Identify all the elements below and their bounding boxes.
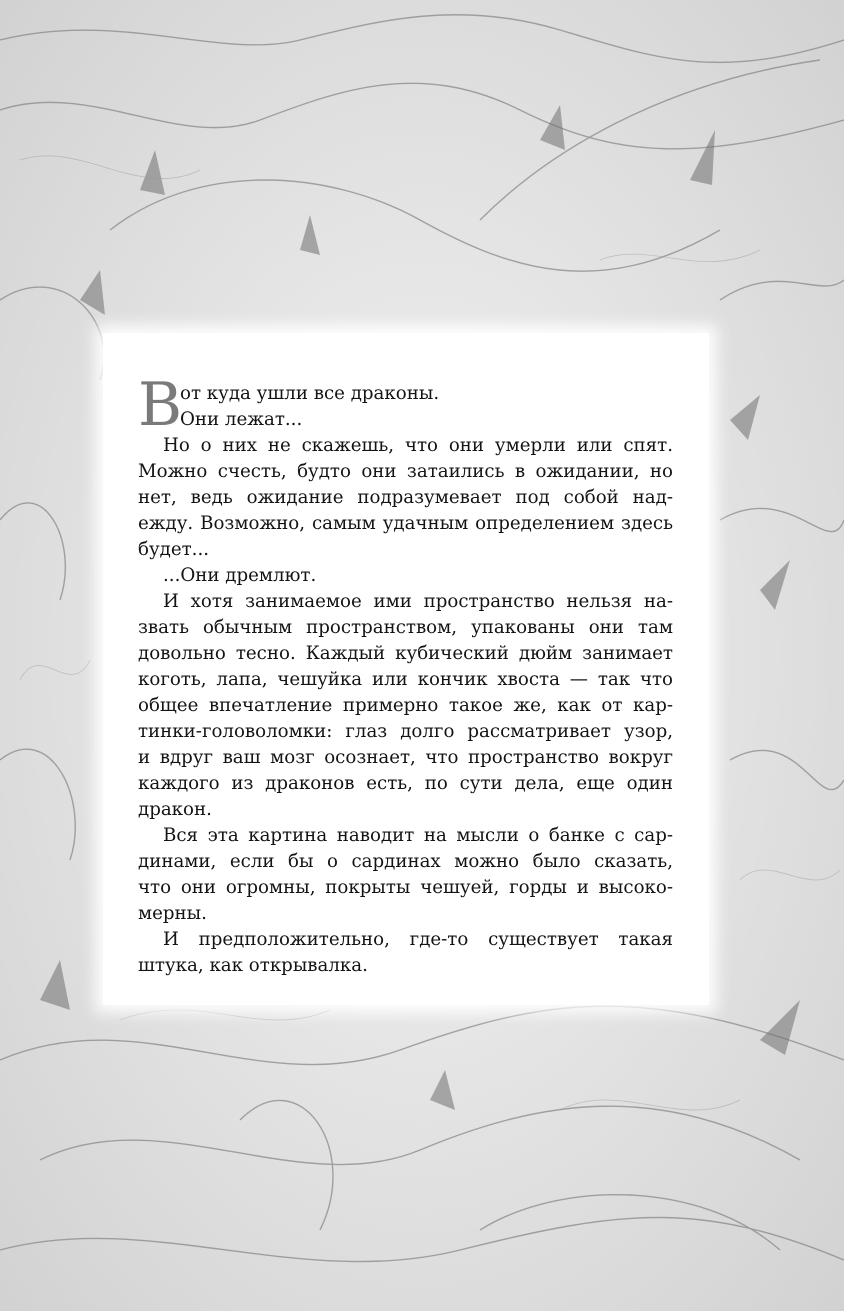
text-line: Они лежат... [180,409,303,430]
text-line: довольно тесно. Каждый кубический дюйм занимает [138,643,673,664]
text-line: тинки-головоломки: глаз долго рассматривает узор, [138,721,673,742]
text-line: штука, как открывалка. [138,955,368,976]
text-line: будет... [138,539,210,560]
text-line: от куда ушли все драконы. [180,383,440,404]
text-line: ежду. Возможно, самым удачным определением здесь [138,513,673,534]
text-line: каждого из драконов есть, по сути дела, еще один [138,773,673,794]
text-line: Можно счесть, будто они затаились в ожидании, но [138,461,673,482]
text-line: И предположительно, где-то существует такая [163,929,673,950]
text-line: дракон. [138,799,212,820]
text-line: звать обычным пространством, упакованы они там [138,617,673,638]
text-line: нет, ведь ожидание подразумевает под собой над- [138,487,673,508]
drop-cap: В [138,370,183,440]
text-line: коготь, лапа, чешуйка или кончик хвоста — так что [138,669,673,690]
text-line: Вся эта картина наводит на мысли о банке с сар- [163,825,673,846]
text-line: и вдруг ваш мозг осознает, что пространство вокруг [138,747,673,768]
text-line: ...Они дремлют. [163,565,317,586]
body-text [138,370,673,979]
text-line: общее впечатление примерно такое же, как от кар- [138,695,673,716]
text-line: И хотя занимаемое ими пространство нельзя на- [163,591,673,612]
text-line: что они огромны, покрыты чешуей, горды и высоко- [138,877,673,898]
text-line: мерны. [138,903,207,924]
text-line: динами, если бы о сардинах можно было сказать, [138,851,673,872]
text-line: Но о них не скажешь, что они умерли или спят. [163,435,673,456]
text-panel [103,333,709,1005]
